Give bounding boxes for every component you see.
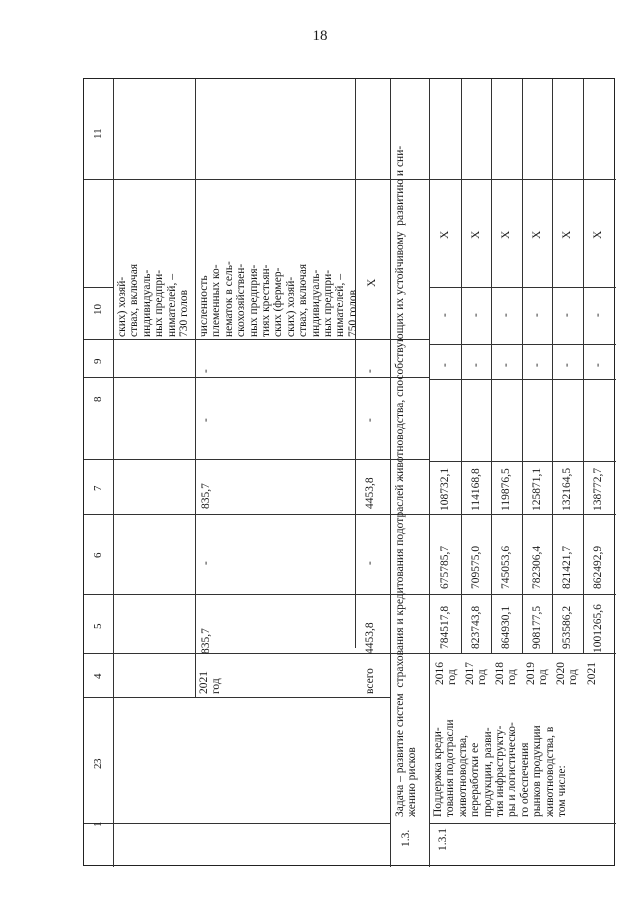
grid-line [84,377,429,378]
cell-value: - [364,561,376,565]
cell-value: 862492,9 [592,545,604,589]
task-number: 1.3. [400,829,412,847]
cell-value: - [592,313,604,317]
rotated-table [83,78,615,866]
grid-line [390,79,391,867]
cell-value: - [470,313,482,317]
page-number: 18 [312,28,328,44]
year-cell: 2018 год [494,662,519,685]
cell-value: - [561,363,573,367]
grid-line [429,79,430,867]
cell-value: 4453,8 [364,477,376,509]
cell-value: 675785,7 [439,545,451,589]
grid-line [195,79,196,697]
grid-line [84,287,113,288]
cell-value: 138772,7 [592,467,604,511]
cell-value: - [200,561,212,565]
cell-value: 953586,2 [561,605,573,649]
grid-line [84,179,616,180]
year-cell: всего [364,668,376,694]
cell-value: 823743,8 [470,605,482,649]
grid-line [552,79,553,653]
column-header-11: 11 [92,128,104,139]
cell-value: 1001265,6 [592,604,604,653]
cell-value: - [200,418,212,422]
grid-line [429,379,616,380]
grid-line [84,653,616,654]
cell-value: - [439,363,451,367]
cell-value: 119876,5 [500,468,512,511]
indicator-text: численность племенных ко- нематок в сель- скохозяйствен- ных предприя- тиях крестьян- ских (фермер- ских) хозяй- ствах, включая индивидуаль- ных предпри- нимателей, – 750 голов [198,261,359,337]
grid-line [429,461,616,462]
cell-value: - [500,313,512,317]
grid-line [583,79,584,653]
measure-text: Поддержка креди- тования подотрасли животноводства, переработки ее продукции, разви- тия инфраструкту- ры и логистическо- го обеспечения рынков продукции животноводства, в том числе: [432,719,569,817]
cell-value: 908177,5 [531,605,543,649]
column-header-9: 9 [92,358,104,364]
cell-value: X [500,230,512,239]
column-header-5: 5 [92,623,104,629]
grid-line [84,339,429,340]
grid-line [84,459,429,460]
task-text: Задача – развитие систем страхования и кредитования подотраслей животноводства, способствующих их устойчивому развитию и сни- жению рисков [394,145,419,817]
grid-line [461,79,462,653]
column-header-2: 2 [92,763,104,769]
cell-value: 745053,6 [500,545,512,589]
cell-value: - [470,363,482,367]
grid-line [522,79,523,653]
year-cell: 2017 год [464,662,489,685]
year-cell: 2019 год [525,662,550,685]
cell-value: 132164,5 [561,467,573,511]
column-header-3: 3 [92,758,104,764]
cell-value: X [592,230,604,239]
grid-line [84,697,390,698]
grid-line [429,344,616,345]
grid-line [429,287,616,288]
column-header-6: 6 [92,552,104,558]
column-header-7: 7 [92,485,104,491]
grid-line [84,823,390,824]
year-cell: 2021 год [198,671,223,694]
cell-value: 864930,1 [500,605,512,649]
cell-value: - [500,363,512,367]
column-header-4: 4 [92,673,104,679]
cell-value: 709575,0 [470,545,482,589]
cell-value: 784517,8 [439,605,451,649]
cell-value: X [470,230,482,239]
cell-value: - [531,313,543,317]
cell-value: 4453,8 [364,622,376,654]
cell-value: - [531,363,543,367]
grid-line [355,79,356,648]
cell-value: 108732,1 [439,467,451,511]
cell-value: 821421,7 [561,545,573,589]
year-cell: 2016 год [434,662,459,685]
cell-value: X [561,230,573,239]
grid-line [113,79,114,867]
year-cell: 2021 [586,662,598,685]
cell-value: 114168,8 [470,468,482,511]
year-cell: 2020 год [555,662,580,685]
cell-value: 835,7 [200,628,212,654]
grid-line [84,594,616,595]
measure-number: 1.3.1 [437,828,449,851]
grid-line [491,79,492,653]
cell-value: - [364,418,376,422]
cell-value: X [366,278,378,287]
cell-value: 835,7 [200,483,212,509]
column-header-8: 8 [92,396,104,402]
grid-line [429,823,616,824]
cell-value: - [439,313,451,317]
cell-value: - [364,369,376,373]
cell-value: - [200,369,212,373]
cell-value: 782306,4 [531,545,543,589]
column-header-1: 1 [92,821,104,827]
column-header-10: 10 [92,304,104,315]
grid-line [84,514,616,515]
cell-value: - [592,363,604,367]
cell-value: - [561,313,573,317]
cell-value: X [531,230,543,239]
indicator-text: ских) хозяй- ствах, включая индивидуаль- ных предпри- нимателей, – 730 голов [116,263,191,337]
cell-value: X [439,230,451,239]
cell-value: 125871,1 [531,467,543,511]
